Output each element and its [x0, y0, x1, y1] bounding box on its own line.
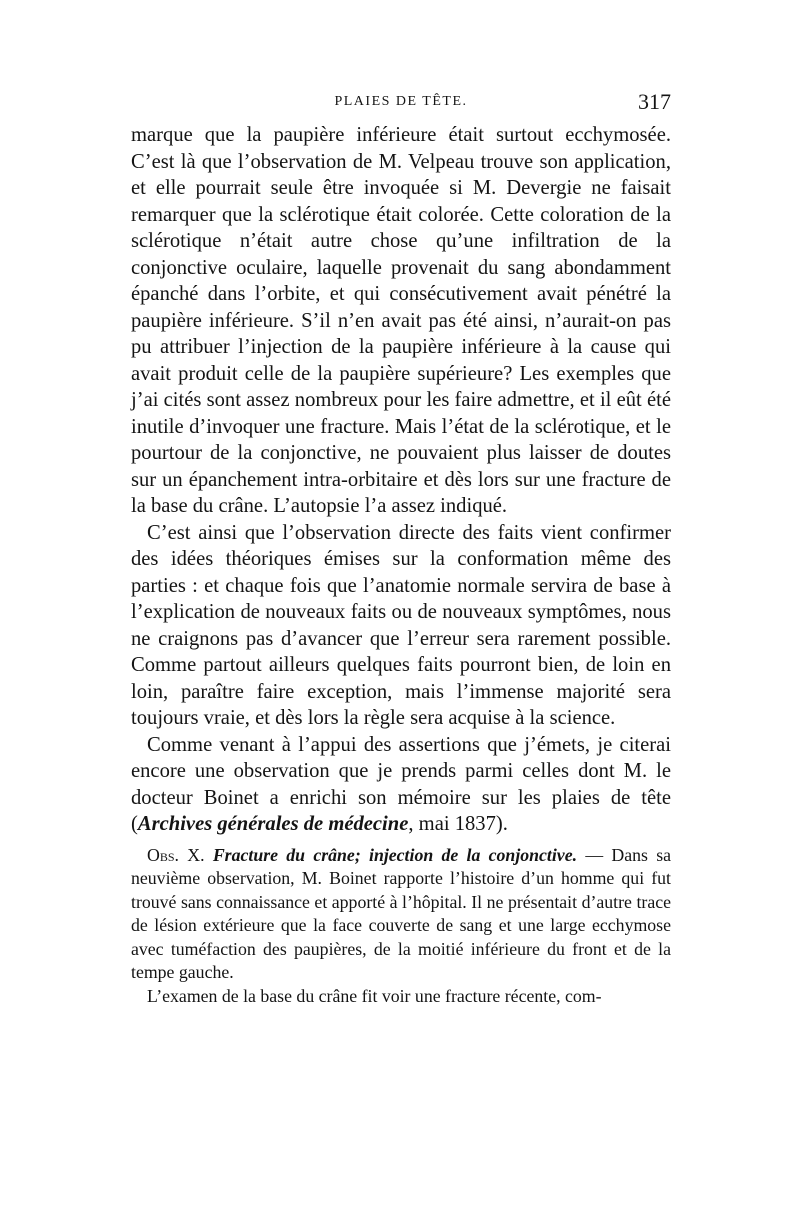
- journal-title: Archives générales de médecine: [137, 813, 409, 835]
- observation-block: [131, 844, 671, 1009]
- page-number: 317: [638, 89, 671, 114]
- observation-paragraph: [131, 844, 671, 986]
- body-text: [131, 122, 671, 838]
- observation-label: Obs. X.: [147, 844, 205, 865]
- citation-date: , mai 1837).: [408, 813, 508, 835]
- paragraph-continued: marque que la paupière inférieure était surtout ecchymosée. C’est là que l’observation de M. Velpeau trouve son application, et elle pourrait seule être invoquée si M. Devergie ne faisait remarquer que la sclérotique était colorée. Cette coloration de la sclérotique n’était autre chose qu’une infiltration de la conjonctive oculaire, laquelle provenait du sang abondamment épanché dans l’orbite, et qui consécutivement avait pénétré la paupière inférieure. S’il n’en avait pas été ainsi, n’aurait-on pas pu attribuer l’injection de la paupière inférieure à la cause qui avait produit celle de la paupière supérieure? Les exemples que j’ai cités sont assez nombreux pour les faire admettre, et il eût été inutile d’invoquer une fracture. Mais l’état de la sclérotique, et le pourtour de la conjonctive, ne pouvaient plus laisser de doutes sur un épanchement intra-orbitaire et dès lors sur une fracture de la base du crâne. L’autopsie l’a assez indiqué.: [131, 124, 671, 517]
- observation-continuation: L’examen de la base du crâne fit voir une fracture récente, com-: [147, 986, 602, 1007]
- book-page: [131, 89, 672, 1009]
- running-head: [131, 89, 671, 122]
- observation-text: — Dans sa neuvième observation, M. Boinet rapporte l’histoire d’un homme qui fut trouvé sans connaissance et apporté à l’hôpital. Il ne présentait d’autre trace de lésion extérieure que la face couverte de sang et une large ecchymose avec tuméfaction des paupières, de la moitié inférieure du front et de la tempe gauche.: [131, 844, 672, 983]
- running-title: PLAIES DE TÊTE.: [334, 94, 468, 109]
- paragraph-observation-directe: C’est ainsi que l’observation directe des faits vient confirmer des idées théoriques émises sur la conformation même des parties : et chaque fois que l’anatomie normale servira de base à l’explication de nouveaux faits ou de nouveaux symptômes, nous ne craignons pas d’avancer que l’erreur sera rarement possible. Comme partout ailleurs quelques faits pourront bien, de loin en loin, paraître faire exception, mais l’immense majorité sera toujours vraie, et dès lors la règle sera acquise à la science.: [131, 521, 671, 729]
- citation-text: Comme venant à l’appui des assertions que j’émets, je citerai encore une observation que je prends parmi celles dont M. le docteur Boinet a enrichi son mémoire sur les plaies de tête (: [131, 733, 671, 835]
- observation-title: Fracture du crâne; injection de la conjonctive.: [212, 844, 578, 865]
- paragraph-citation: [131, 732, 671, 838]
